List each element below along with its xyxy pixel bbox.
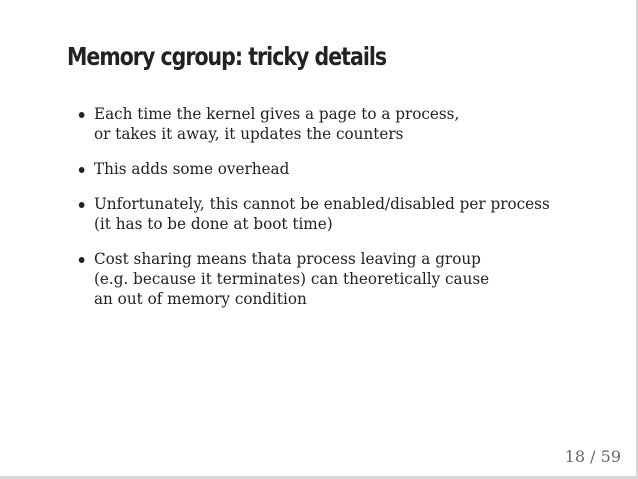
bullet-item [75, 194, 550, 234]
bullet-dot-icon [79, 167, 85, 173]
bullet-item [75, 159, 550, 179]
bullet-line: Cost sharing means thata process leaving a group [94, 249, 481, 268]
bullet-line: This adds some overhead [94, 159, 290, 178]
bullet-line: (e.g. because it terminates) can theoretically cause [94, 269, 490, 288]
bullet-line: Unfortunately, this cannot be enabled/disabled per process [94, 194, 550, 213]
page-number: 18 / 59 [564, 447, 621, 466]
bullet-item [75, 249, 550, 309]
bullet-item [75, 104, 550, 144]
bullet-dot-icon [79, 112, 85, 118]
bullet-line: an out of memory condition [94, 289, 307, 308]
slide-title: Memory cgroup: tricky details [67, 42, 387, 71]
bullet-dot-icon [79, 257, 85, 263]
bullet-line: or takes it away, it updates the counters [94, 124, 404, 143]
bullet-line: (it has to be done at boot time) [94, 214, 333, 233]
bullet-dot-icon [79, 202, 85, 208]
bullet-list [75, 104, 575, 324]
bullet-line: Each time the kernel gives a page to a process, [94, 104, 460, 123]
